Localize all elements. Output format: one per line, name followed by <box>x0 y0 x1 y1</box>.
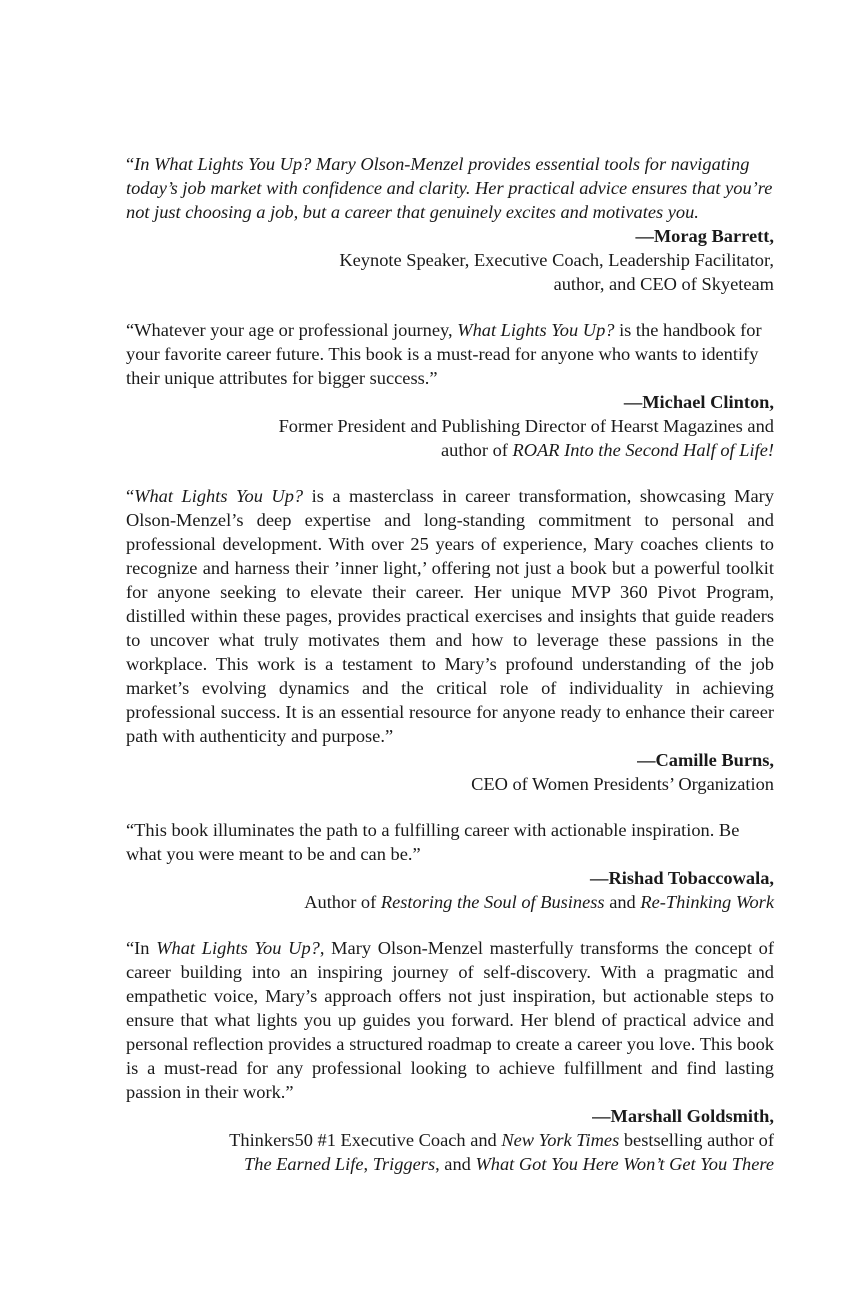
quote-text: “ <box>126 154 135 174</box>
endorsement-rishad-tobaccowala <box>126 818 774 914</box>
endorser-title: author, and CEO of Skyeteam <box>553 274 774 294</box>
book-title: Triggers <box>372 1154 436 1174</box>
book-title: What Lights You Up? <box>457 320 615 340</box>
endorsement-michael-clinton <box>126 318 774 462</box>
endorser-name: —Marshall Goldsmith, <box>592 1106 774 1126</box>
endorsement-quote <box>126 152 774 224</box>
endorsement-morag-barrett <box>126 152 774 296</box>
publication-title: New York Times <box>501 1130 620 1150</box>
endorsement-camille-burns <box>126 484 774 796</box>
quote-text: In What Lights You Up? Mary Olson-Menzel provides essential tools for navigating today’s job market with confidence and clarity. Her practical advice ensures that you’re not just choosing a job, but a career that genuinely excites and motivates you. <box>126 154 773 222</box>
endorser-name: —Morag Barrett, <box>635 226 774 246</box>
endorser-title: The Earned Life, Triggers, and What Got You Here Won’t Get You There <box>244 1154 774 1174</box>
endorser-title: Keynote Speaker, Executive Coach, Leadership Facilitator, <box>339 250 774 270</box>
book-title: ROAR Into the Second Half of Life! <box>512 440 774 460</box>
book-title: What Lights You Up? <box>134 486 304 506</box>
book-title: What Lights You Up? <box>156 938 320 958</box>
endorser-name: —Michael Clinton, <box>623 392 774 412</box>
endorsement-quote: “In What Lights You Up?, Mary Olson-Menzel masterfully transforms the concept of career building into an inspiring journey of self-discovery. With a pragmatic and empathetic voice, Mary’s approach offers not just inspiration, but actionable steps to ensure that what lights you up guides you forward. Her blend of practical advice and personal reflection provides a structured roadmap to create a career you love. This book is a must-read for any professional looking to achieve fulfillment and find lasting passion in their work.” <box>126 938 774 1102</box>
endorser-title: CEO of Women Presidents’ Organization <box>471 774 774 794</box>
endorser-title: Author of Restoring the Soul of Business and Re-Thinking Work <box>304 892 774 912</box>
endorser-name: —Rishad Tobaccowala, <box>590 868 774 888</box>
endorser-title: Former President and Publishing Director of Hearst Magazines and <box>278 416 774 436</box>
endorsement-quote: “Whatever your age or professional journey, What Lights You Up? is the handbook for your favorite career future. This book is a must-read for anyone who wants to identify their unique attributes for bigger success.” <box>126 320 762 388</box>
endorser-title: author of ROAR Into the Second Half of Life! <box>440 440 774 460</box>
book-title: The Earned Life <box>244 1154 364 1174</box>
endorsement-quote: “This book illuminates the path to a fulfilling career with actionable inspiration. Be what you were meant to be and can be.” <box>126 820 740 864</box>
endorser-name: —Camille Burns, <box>637 750 774 770</box>
endorsements-page <box>126 152 774 1198</box>
book-title: Re-Thinking Work <box>640 892 774 912</box>
endorsement-quote: “What Lights You Up? is a masterclass in career transformation, showcasing Mary Olson-Menzel’s deep expertise and long-standing commitment to personal and professional development. With over 25 years of experience, Mary coaches clients to recognize and harness their ’inner light,’ offering not just a book but a powerful toolkit for anyone seeking to elevate their career. Her unique MVP 360 Pivot Program, distilled within these pages, provides practical exercises and insights that guide readers to uncover what truly motivates them and how to leverage these passions in the workplace. This work is a testament to Mary’s profound understanding of the job market’s evolving dynamics and the critical role of individuality in achieving professional success. It is an essential resource for anyone ready to enhance their career path with authenticity and purpose.” <box>126 486 774 746</box>
endorser-title: Thinkers50 #1 Executive Coach and New York Times bestselling author of <box>229 1130 774 1150</box>
book-title: What Got You Here Won’t Get You There <box>475 1154 774 1174</box>
endorsement-marshall-goldsmith <box>126 936 774 1176</box>
book-title: Restoring the Soul of Business <box>380 892 605 912</box>
